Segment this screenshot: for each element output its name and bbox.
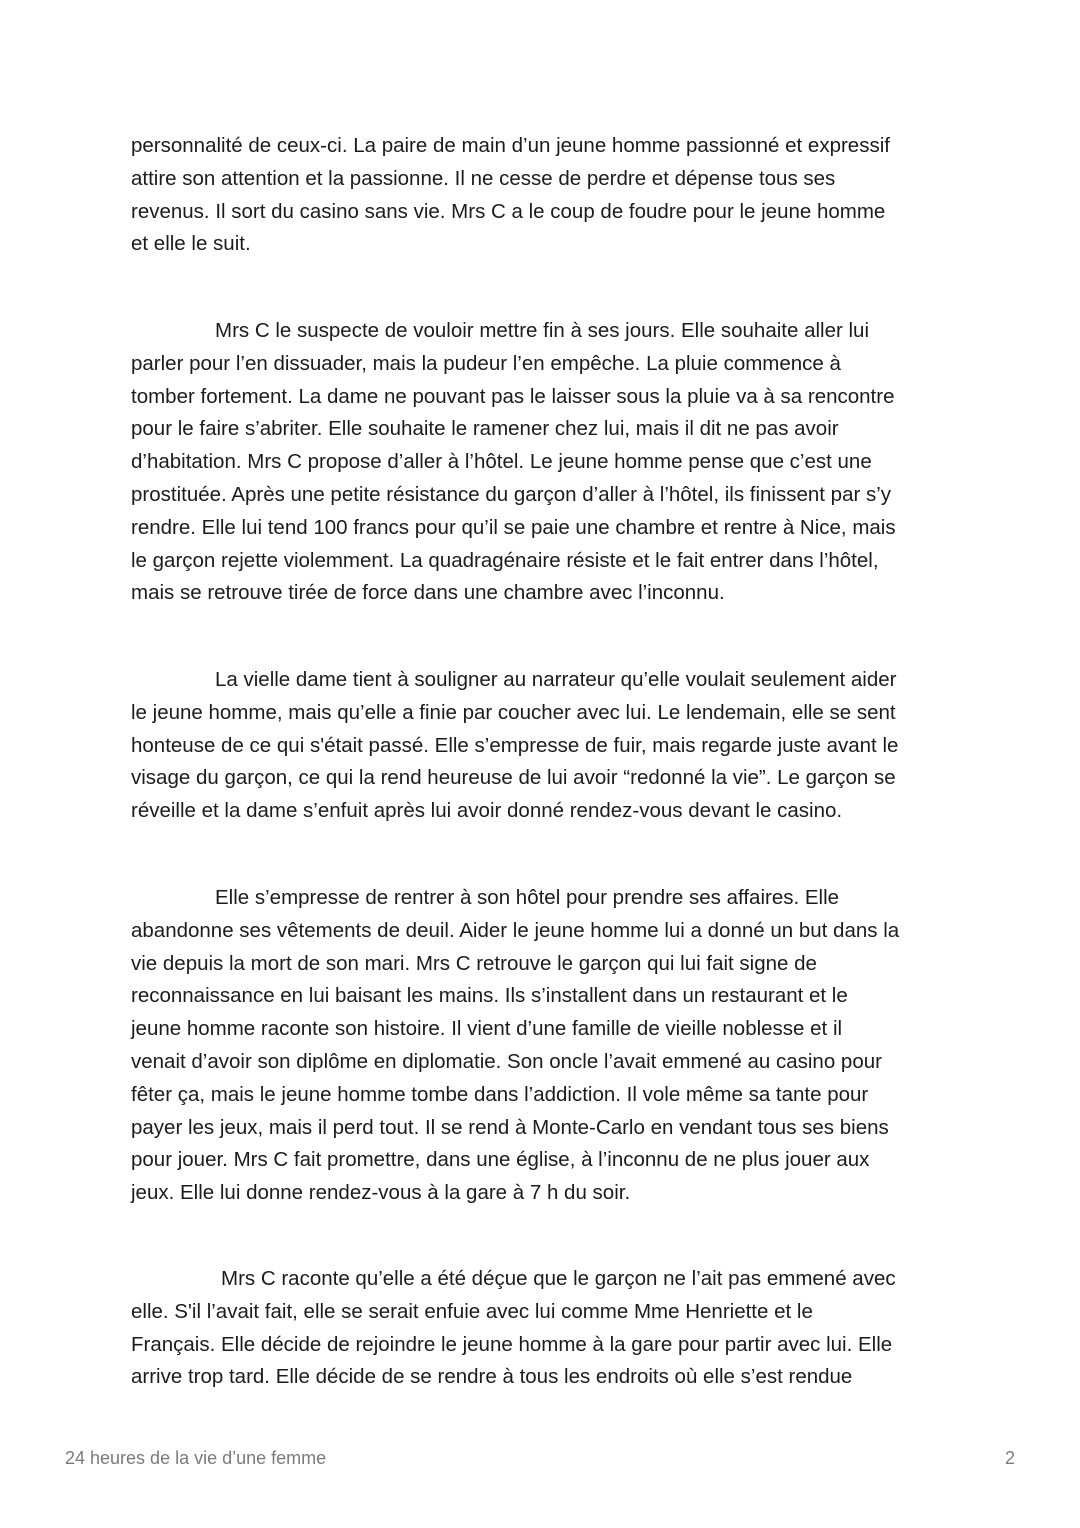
paragraph-1: [131, 130, 951, 261]
text-line: elle. S'il l’avait fait, elle se serait enfuie avec lui comme Mme Henriette et le: [131, 1299, 813, 1323]
text-line: jeux. Elle lui donne rendez-vous à la gare à 7 h du soir.: [131, 1181, 631, 1205]
text-line: honteuse de ce qui s'était passé. Elle s’empresse de fuir, mais regarde juste avant le: [131, 733, 899, 757]
text-line: parler pour l’en dissuader, mais la pudeur l’en empêche. La pluie commence à: [131, 351, 841, 375]
text-line: et elle le suit.: [131, 232, 251, 256]
text-line: Mrs C le suspecte de vouloir mettre fin à ses jours. Elle souhaite aller lui: [215, 319, 870, 342]
text-line: Français. Elle décide de rejoindre le jeune homme à la gare pour partir avec lui. Elle: [131, 1332, 893, 1356]
text-line: La vielle dame tient à souligner au narrateur qu’elle voulait seulement aider: [215, 668, 897, 691]
text-line: Mrs C raconte qu’elle a été déçue que le garçon ne l’ait pas emmené avec: [221, 1267, 896, 1290]
footer-document-title: 24 heures de la vie d’une femme: [65, 1448, 327, 1468]
text-line: reconnaissance en lui baisant les mains. Ils s’installent dans un restaurant et le: [131, 984, 848, 1008]
text-line: vie depuis la mort de son mari. Mrs C retrouve le garçon qui lui fait signe de: [131, 951, 817, 975]
text-line: pour le faire s’abriter. Elle souhaite le ramener chez lui, mais il dit ne pas avoir: [131, 417, 839, 441]
text-line: venait d’avoir son diplôme en diplomatie. Son oncle l’avait emmené au casino pour: [131, 1049, 882, 1073]
text-line: Elle s’empresse de rentrer à son hôtel pour prendre ses affaires. Elle: [215, 886, 840, 909]
text-line: visage du garçon, ce qui la rend heureuse de lui avoir “redonné la vie”. Le garçon se: [131, 766, 896, 790]
paragraph-4: [131, 882, 951, 1210]
text-line: revenus. Il sort du casino sans vie. Mrs C a le coup de foudre pour le jeune homme: [131, 199, 886, 223]
footer-page-number: 2: [1004, 1448, 1015, 1468]
text-line: personnalité de ceux-ci. La paire de main d’un jeune homme passionné et expressif: [131, 134, 890, 157]
text-line: prostituée. Après une petite résistance du garçon d’aller à l’hôtel, ils finissent par s’y: [131, 482, 892, 506]
paragraph-5: [131, 1263, 951, 1394]
text-line: payer les jeux, mais il perd tout. Il se rend à Monte-Carlo en vendant tous ses biens: [131, 1115, 889, 1139]
text-line: attire son attention et la passionne. Il ne cesse de perdre et dépense tous ses: [131, 166, 836, 190]
text-line: abandonne ses vêtements de deuil. Aider le jeune homme lui a donné un but dans la: [131, 918, 900, 942]
text-line: arrive trop tard. Elle décide de se rendre à tous les endroits où elle s’est rendue: [131, 1365, 853, 1389]
text-line: jeune homme raconte son histoire. Il vient d’une famille de vieille noblesse et il: [131, 1017, 843, 1041]
text-line: d’habitation. Mrs C propose d’aller à l’hôtel. Le jeune homme pense que c’est une: [131, 450, 872, 474]
text-line: pour jouer. Mrs C fait promettre, dans une église, à l’inconnu de ne plus jouer aux: [131, 1148, 870, 1172]
text-line: fêter ça, mais le jeune homme tombe dans l’addiction. Il vole même sa tante pour: [131, 1082, 869, 1106]
text-line: rendre. Elle lui tend 100 francs pour qu’il se paie une chambre et rentre à Nice, mais: [131, 515, 896, 539]
text-line: mais se retrouve tirée de force dans une chambre avec l’inconnu.: [131, 581, 725, 605]
paragraph-3: [131, 664, 951, 828]
text-line: le garçon rejette violemment. La quadragénaire résiste et le fait entrer dans l’hôtel,: [131, 548, 879, 572]
paragraph-2: [131, 315, 951, 610]
text-line: le jeune homme, mais qu’elle a finie par coucher avec lui. Le lendemain, elle se sent: [131, 700, 896, 724]
text-line: réveille et la dame s’enfuit après lui avoir donné rendez-vous devant le casino.: [131, 799, 843, 823]
text-line: tomber fortement. La dame ne pouvant pas le laisser sous la pluie va à sa rencontre: [131, 384, 895, 408]
